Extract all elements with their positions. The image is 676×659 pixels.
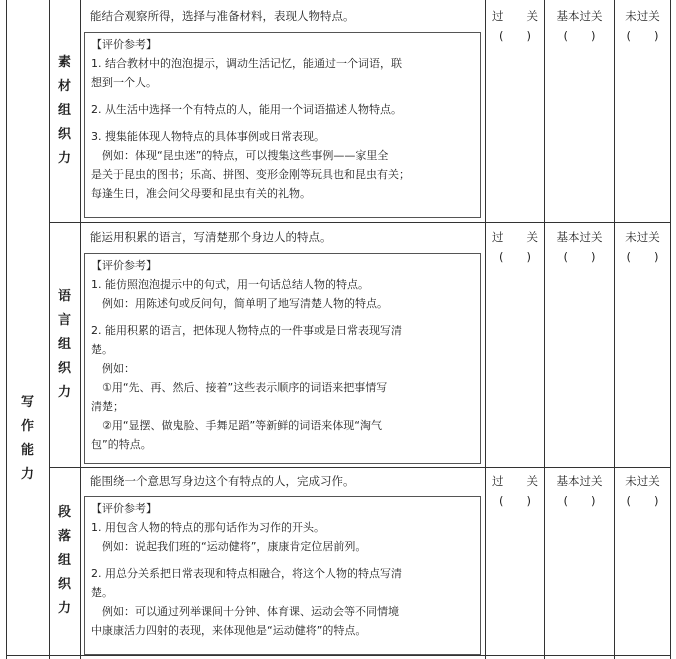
grade-basic-label: 基本过关 xyxy=(556,9,603,23)
grade-pass-label: 过 关 xyxy=(492,474,538,488)
grid-line xyxy=(49,222,671,223)
reference-line: 是关于昆虫的图书；乐高、拼图、变形金刚等玩具也和昆虫有关； xyxy=(91,168,410,181)
reference-header: 【评价参考】 xyxy=(91,502,157,515)
reference-line: 1. 能仿照泡泡提示中的句式，用一句话总结人物的特点。 xyxy=(91,278,369,291)
reference-line: 例如：可以通过列举课间十分钟、体育课、运动会等不同情境 xyxy=(91,605,399,618)
grade-checkbox[interactable]: ( ) xyxy=(563,250,596,264)
label-char: 力 xyxy=(57,384,71,400)
grid-line xyxy=(49,467,671,468)
reference-line: 中康康活力四射的表现，来体现他是“运动健将”的特点。 xyxy=(91,624,367,637)
label-char: 织 xyxy=(57,360,71,376)
reference-header: 【评价参考】 xyxy=(91,38,157,51)
grade-fail xyxy=(615,227,670,267)
label-char: 组 xyxy=(57,336,71,352)
section-label-language xyxy=(49,222,80,467)
grade-checkbox[interactable]: ( ) xyxy=(499,494,531,508)
grade-checkbox[interactable]: ( ) xyxy=(499,29,531,43)
label-char: 落 xyxy=(57,529,71,544)
reference-line: 想到一个人。 xyxy=(91,76,157,89)
grade-checkbox[interactable]: ( ) xyxy=(563,29,596,43)
grid-line xyxy=(670,0,671,659)
label-char: 材 xyxy=(57,79,71,94)
evaluation-reference-box xyxy=(84,253,481,464)
category-char: 作 xyxy=(20,418,34,434)
section-requirement: 能运用积累的语言，写清楚那个身边人的特点。 xyxy=(90,230,332,244)
grid-line xyxy=(485,0,486,659)
grade-fail xyxy=(615,6,670,46)
reference-line: 例如：用陈述句或反问句，简单明了地写清楚人物的特点。 xyxy=(91,297,388,310)
grade-checkbox[interactable]: ( ) xyxy=(626,250,659,264)
category-char: 力 xyxy=(20,466,34,482)
grade-basic-label: 基本过关 xyxy=(556,474,603,488)
reference-line: 3. 搜集能体现人物特点的具体事例或日常表现。 xyxy=(91,130,325,143)
category-label xyxy=(6,222,49,655)
reference-line: 包”的特点。 xyxy=(91,438,152,451)
grid-line xyxy=(6,655,671,656)
grade-checkbox[interactable]: ( ) xyxy=(626,29,659,43)
section-requirement: 能围绕一个意思写身边这个有特点的人，完成习作。 xyxy=(90,474,355,488)
reference-line: 例如：体现“昆虫迷”的特点，可以搜集这些事例——家里全 xyxy=(91,149,389,162)
label-char: 组 xyxy=(57,103,71,118)
reference-line: 每逢生日，准会问父母要和昆虫有关的礼物。 xyxy=(91,187,311,200)
grade-pass-label: 过 关 xyxy=(492,230,538,244)
evaluation-reference-box xyxy=(84,496,481,655)
label-char: 力 xyxy=(57,601,71,616)
reference-line: 楚。 xyxy=(91,586,113,599)
section-requirement: 能结合观察所得，选择与准备材料，表现人物特点。 xyxy=(90,9,355,23)
label-char: 段 xyxy=(57,505,71,520)
grade-fail xyxy=(615,471,670,511)
grade-fail-label: 未过关 xyxy=(625,9,660,23)
grade-fail-label: 未过关 xyxy=(625,230,660,244)
label-char: 组 xyxy=(57,553,71,568)
label-char: 语 xyxy=(57,288,71,304)
reference-line: ①用“先、再、然后、接着”这些表示顺序的词语来把事情写 xyxy=(91,381,388,394)
grade-basic xyxy=(545,471,614,511)
reference-line: ②用“显摆、做鬼脸、手舞足蹈”等新鲜的词语来体现“淘气 xyxy=(91,419,382,432)
reference-line: 1. 用包含人物的特点的那句话作为习作的开头。 xyxy=(91,521,325,534)
reference-line: 例如： xyxy=(91,362,135,375)
grid-line xyxy=(544,0,545,659)
grid-line xyxy=(80,0,81,659)
grade-pass-label: 过 关 xyxy=(492,9,538,23)
grade-checkbox[interactable]: ( ) xyxy=(499,250,531,264)
label-char: 素 xyxy=(57,55,71,70)
reference-line: 2. 能用积累的语言，把体现人物特点的一件事或是日常表现写清 xyxy=(91,324,402,337)
reference-line: 2. 从生活中选择一个有特点的人，能用一个词语描述人物特点。 xyxy=(91,103,402,116)
label-char: 言 xyxy=(57,312,71,328)
label-char: 织 xyxy=(57,577,71,592)
grade-pass xyxy=(486,471,544,511)
reference-header: 【评价参考】 xyxy=(91,259,157,272)
grade-basic xyxy=(545,6,614,46)
grade-checkbox[interactable]: ( ) xyxy=(626,494,659,508)
grade-pass xyxy=(486,227,544,267)
section-label-paragraph xyxy=(49,467,80,655)
category-char: 写 xyxy=(20,394,34,410)
evaluation-reference-box xyxy=(84,32,481,218)
grade-pass xyxy=(486,6,544,46)
category-char: 能 xyxy=(20,442,34,458)
reference-line: 清楚； xyxy=(91,400,124,413)
label-char: 力 xyxy=(57,151,71,166)
grade-fail-label: 未过关 xyxy=(625,474,660,488)
section-label-material xyxy=(49,0,80,222)
grade-checkbox[interactable]: ( ) xyxy=(563,494,596,508)
reference-line: 例如：说起我们班的“运动健将”，康康肯定位居前列。 xyxy=(91,540,367,553)
reference-line: 楚。 xyxy=(91,343,113,356)
reference-line: 2. 用总分关系把日常表现和特点相融合，将这个人物的特点写清 xyxy=(91,567,402,580)
label-char: 织 xyxy=(57,127,71,142)
grid-line xyxy=(614,0,615,659)
grade-basic-label: 基本过关 xyxy=(556,230,603,244)
reference-line: 1. 结合教材中的泡泡提示，调动生活记忆，能通过一个词语，联 xyxy=(91,57,402,70)
grade-basic xyxy=(545,227,614,267)
